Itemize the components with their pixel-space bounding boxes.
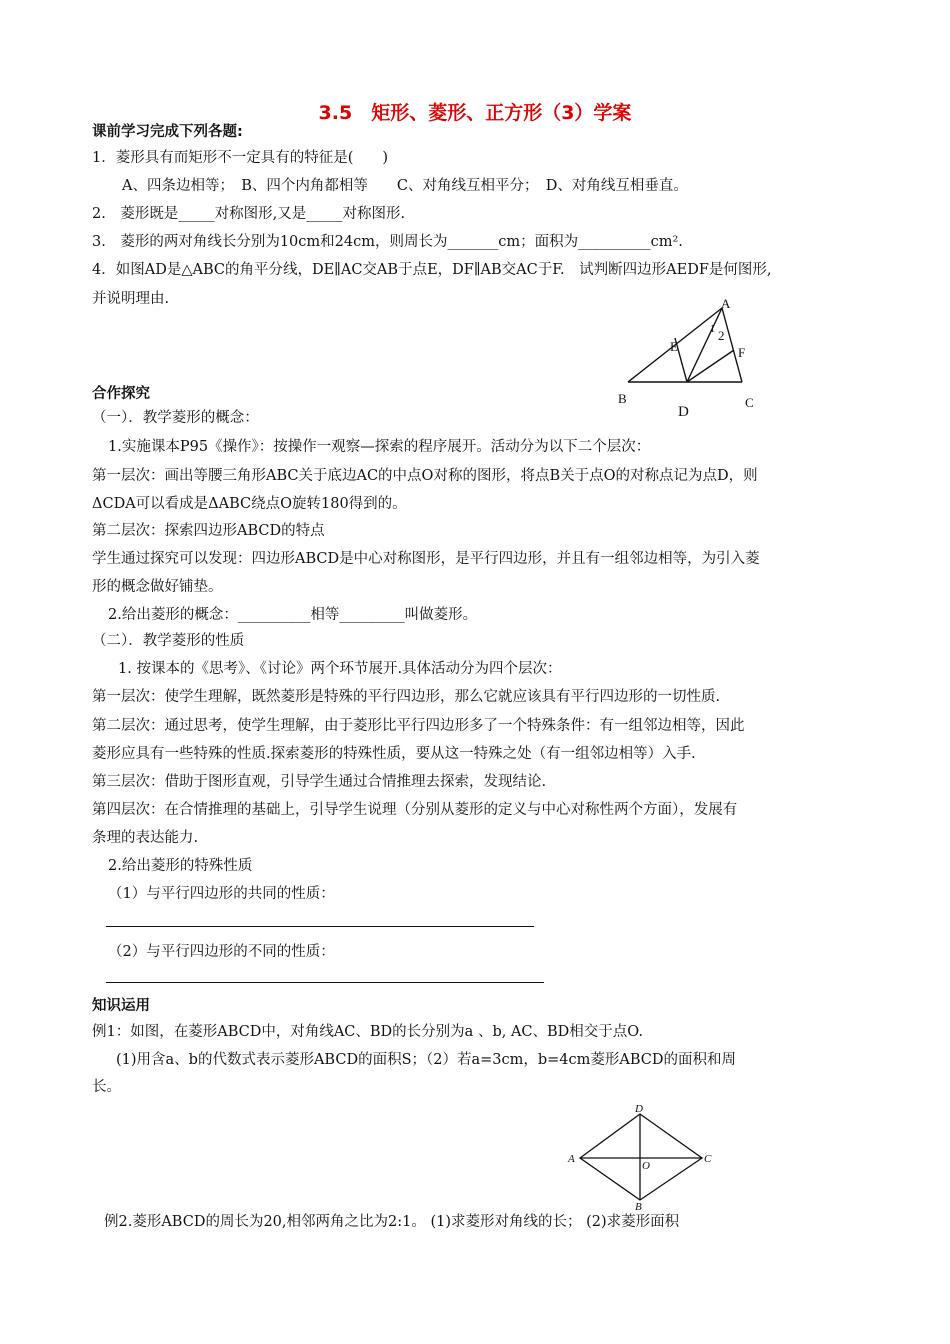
- pre-class-heading: 课前学习完成下列各题:: [92, 124, 243, 140]
- label-c: C: [704, 1153, 712, 1165]
- label-a: A: [721, 296, 731, 311]
- label-f: F: [738, 345, 746, 360]
- label-d: D: [635, 1104, 643, 1115]
- question-1: 1．菱形具有而矩形不一定具有的特征是( ): [92, 150, 389, 166]
- label-c: C: [745, 395, 754, 410]
- triangle-figure: [600, 295, 770, 425]
- section-2-item-1: 1. 按课本的《思考》、《讨论》两个环节展开.具体活动分为四个层次：: [118, 661, 562, 677]
- label-d: D: [678, 404, 689, 420]
- section-2-title: （二）．教学菱形的性质: [92, 633, 245, 649]
- section-1-item-1: 1.实施课本P95《操作》：按操作一观察—探索的程序展开。活动分为以下二个层次：: [108, 439, 651, 455]
- cooperation-heading: 合作探究: [92, 386, 150, 402]
- section-2-item-2: 2.给出菱形的特殊性质: [108, 858, 253, 874]
- discovery-line2: 形的概念做好铺垫。: [92, 579, 223, 595]
- section-2-level-2-line2: 菱形应具有一些特殊的性质.探索菱形的特殊性质，要从这一特殊之处（有一组邻边相等）入手.: [92, 746, 696, 762]
- example-1-line2: (1)用含a、b的代数式表示菱形ABCD的面积S；（2）若a=3cm，b=4cm菱形ABCD的面积和周: [116, 1052, 737, 1068]
- question-2: 2. 菱形既是_____对称图形,又是_____对称图形.: [92, 206, 406, 222]
- question-3: 3. 菱形的两对角线长分别为10cm和24cm，则周长为_______cm；面积为__________cm².: [92, 234, 683, 250]
- application-heading: 知识运用: [92, 998, 150, 1014]
- question-4-line2: 并说明理由.: [92, 291, 170, 307]
- property-different-label: （2）与平行四边形的不同的性质：: [108, 944, 335, 960]
- discovery-line1: 学生通过探究可以发现：四边形ABCD是中心对称图形，是平行四边形，并且有一组邻边相等，为引入菱: [92, 551, 760, 567]
- section-1-title: （一）．教学菱形的概念：: [92, 410, 259, 426]
- property-common-label: （1）与平行四边形的共同的性质：: [108, 886, 335, 902]
- example-1-line1: 例1：如图，在菱形ABCD中，对角线AC、BD的长分别为a 、b, AC、BD相交于点O.: [92, 1024, 643, 1040]
- section-2-level-4-line1: 第四层次：在合情推理的基础上，引导学生说理（分别从菱形的定义与中心对称性两个方面），发展有: [92, 802, 738, 818]
- section-2-level-2-line1: 第二层次：通过思考，使学生理解，由于菱形比平行四边形多了一个特殊条件：有一组邻边相等，因此: [92, 718, 745, 734]
- example-2: 例2.菱形ABCD的周长为20,相邻两角之比为2:1。 (1)求菱形对角线的长； (2)求菱形面积: [104, 1214, 680, 1230]
- property-different-answer-line: [106, 982, 544, 983]
- label-o: O: [642, 1160, 650, 1172]
- level-1-line1: 第一层次：画出等腰三角形ABC关于底边AC的中点O对称的图形，将点B关于点O的对称点记为点D，则: [92, 468, 758, 484]
- label-angle-2: 2: [718, 328, 725, 343]
- label-b: B: [618, 391, 627, 406]
- example-1-line3: 长。: [92, 1079, 121, 1095]
- level-2: 第二层次：探索四边形ABCD的特点: [92, 523, 325, 539]
- section-2-level-4-line2: 条理的表达能力.: [92, 830, 199, 846]
- level-1-line2: ΔCDA可以看成是ΔABC绕点O旋转180得到的。: [92, 496, 407, 512]
- section-1-item-2: 2.给出菱形的概念：__________相等_________叫做菱形。: [108, 607, 478, 623]
- section-2-level-3: 第三层次：借助于图形直观，引导学生通过合情推理去探索，发现结论.: [92, 774, 547, 790]
- label-a: A: [568, 1153, 575, 1165]
- question-4-line1: 4．如图AD是△ABC的角平分线，DE∥AC交AB于点E，DF∥AB交AC于F. 试判断四边形AEDF是何图形,: [92, 262, 772, 278]
- page-title: 3.5 矩形、菱形、正方形（3）学案: [318, 102, 632, 124]
- rhombus-figure: [562, 1104, 722, 1210]
- label-angle-1: 1: [710, 324, 715, 335]
- question-1-options: A、四条边相等； B、四个内角都相等 C、对角线互相平分； D、对角线互相垂直。: [122, 178, 688, 194]
- section-2-level-1: 第一层次：使学生理解，既然菱形是特殊的平行四边形，那么它就应该具有平行四边形的一切性质.: [92, 689, 721, 705]
- property-common-answer-line: [106, 926, 534, 927]
- rhombus-outline: [580, 1114, 702, 1200]
- label-b: B: [635, 1201, 642, 1210]
- label-e: E: [670, 339, 678, 354]
